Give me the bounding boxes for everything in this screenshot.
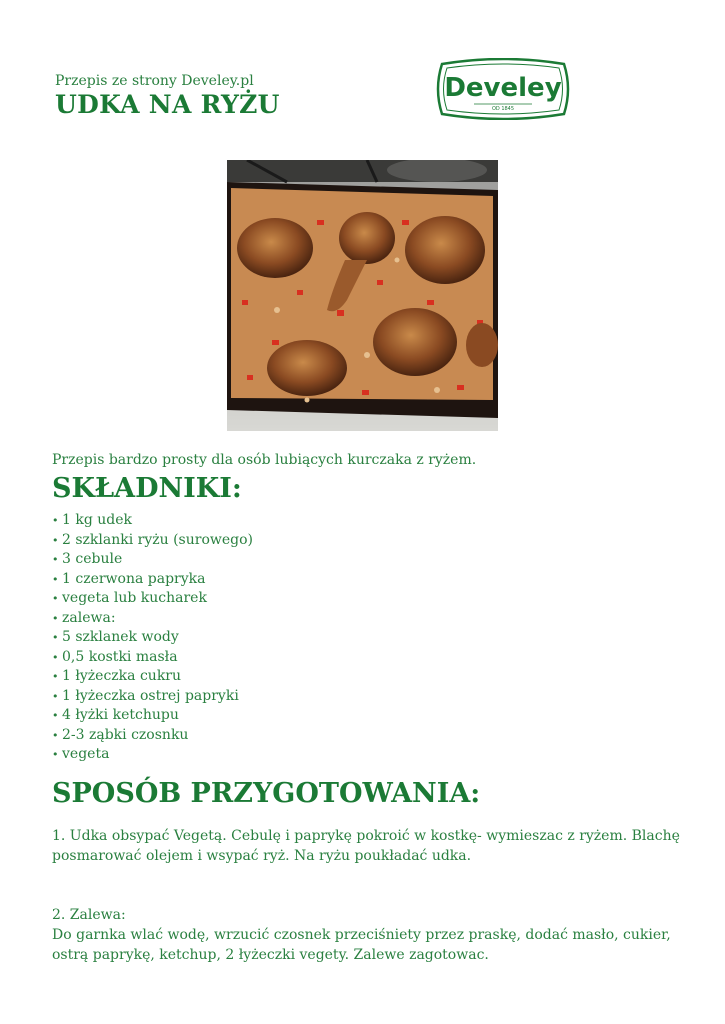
list-item: • 3 cebule [52,550,253,570]
step-2-text: Do garnka wlać wodę, wrzucić czosnek przeciśniety przez praskę, dodać masło, cukier, ostrą paprykę, ketchup, 2 łyżeczki vegety. Zalewe zagotowac. [52,927,671,963]
bullet-icon: • [52,514,59,527]
ingredients-heading: SKŁADNIKI: [52,473,242,504]
page-title: UDKA NA RYŻU [55,90,280,119]
dish-photo [227,160,498,431]
list-item: • 2 szklanki ryżu (surowego) [52,531,253,551]
list-item: • 0,5 kostki masła [52,648,253,668]
bullet-icon: • [52,689,59,703]
list-item: • 1 łyżeczka ostrej papryki [52,687,253,707]
list-item: • 1 łyżeczka cukru [52,667,253,687]
list-item: • zalewa: [52,609,253,629]
bullet-icon: • [52,533,59,547]
ingredients-list [52,511,253,765]
preparation-heading: SPOSÓB PRZYGOTOWANIA: [52,778,481,809]
recipe-intro: Przepis bardzo prosty dla osób lubiących kurczaka z ryżem. [52,452,477,468]
list-item: • 1 kg udek [52,511,253,531]
step-2-title: 2. Zalewa: [52,907,126,923]
preparation-step-1: 1. Udka obsypać Vegetą. Cebulę i paprykę pokroić w kostkę- wymieszac z ryżem. Blachę posmarować olejem i wsypać ryż. Na ryżu poukładać udka. [52,828,680,864]
develey-logo [434,58,572,120]
list-item: • 1 czerwona papryka [52,570,253,590]
logo-tagline: OD 1845 [491,106,515,112]
bullet-icon: • [52,572,59,586]
preparation-step-2 [52,905,682,965]
bullet-icon: • [52,748,59,761]
list-item: • vegeta lub kucharek [52,589,253,609]
bullet-icon: • [52,592,59,605]
recipe-source: Przepis ze strony Develey.pl [55,73,254,89]
bullet-icon: • [52,631,59,644]
bullet-icon: • [52,553,59,566]
list-item: • 4 łyżki ketchupu [52,706,253,726]
list-item: • 5 szklanek wody [52,628,253,648]
bullet-icon: • [52,611,59,625]
bullet-icon: • [52,728,59,742]
list-item: • 2-3 ząbki czosnku [52,726,253,746]
bullet-icon: • [52,709,59,722]
bullet-icon: • [52,670,59,683]
logo-brand: Develey [444,73,562,103]
bullet-icon: • [52,650,59,664]
list-item: • vegeta [52,745,253,765]
